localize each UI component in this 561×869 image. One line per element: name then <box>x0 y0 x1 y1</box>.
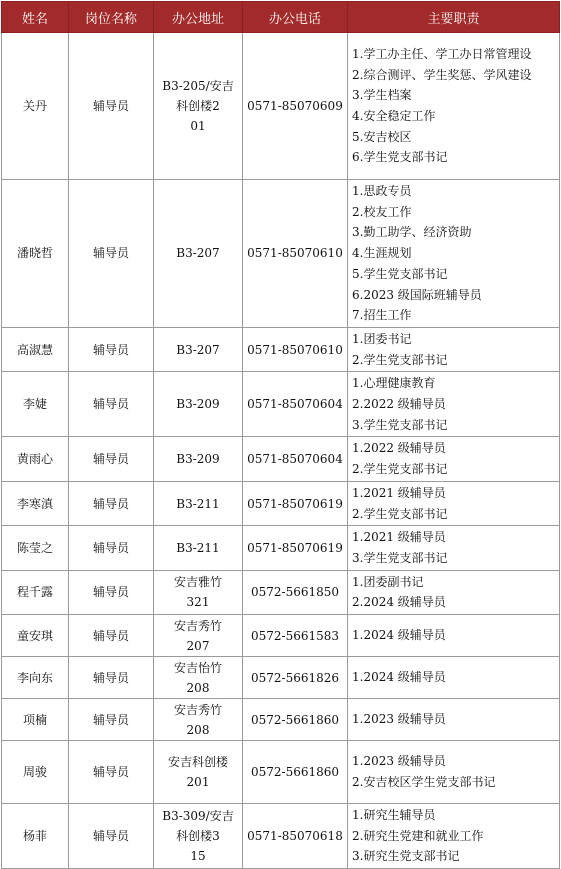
table-row <box>2 570 560 614</box>
staff-name: 童安琪 <box>2 615 69 657</box>
duties-cell <box>348 372 560 437</box>
office-phone: 0572-5661860 <box>243 699 348 741</box>
duties-cell <box>348 526 560 570</box>
duty-item: 1.2024 级辅导员 <box>352 670 446 685</box>
office-phone: 0571-85070609 <box>243 33 348 180</box>
office-phone: 0572-5661826 <box>243 657 348 699</box>
staff-name: 李寒滇 <box>2 481 69 525</box>
duty-item: 1.2021 级辅导员 <box>352 530 446 545</box>
duties-cell <box>348 615 560 657</box>
duties-cell <box>348 657 560 699</box>
duties-cell <box>348 33 560 180</box>
duties-cell <box>348 570 560 614</box>
duty-item: 1.心理健康教育 <box>352 376 436 391</box>
office-address: B3-309/安吉 科创楼3 15 <box>154 804 243 869</box>
duty-item: 2.安吉校区学生党支部书记 <box>352 775 496 790</box>
office-address: B3-211 <box>154 481 243 525</box>
header-name: 姓名 <box>2 2 69 33</box>
staff-position: 辅导员 <box>69 33 154 180</box>
office-phone: 0571-85070618 <box>243 804 348 869</box>
staff-name: 潘晓哲 <box>2 180 69 328</box>
duty-item: 2.2024 级辅导员 <box>352 595 446 610</box>
table-row <box>2 699 560 741</box>
duty-item: 4.生涯规划 <box>352 246 412 261</box>
duty-item: 4.安全稳定工作 <box>352 109 436 123</box>
staff-position: 辅导员 <box>69 437 154 481</box>
duty-item: 3.学生党支部书记 <box>352 417 448 432</box>
duty-item: 5.安吉校区 <box>352 129 412 144</box>
duty-item: 1.研究生辅导员 <box>352 808 436 823</box>
staff-name: 陈莹之 <box>2 526 69 570</box>
duty-item: 3.学生档案 <box>352 88 412 103</box>
office-phone: 0572-5661860 <box>243 741 348 804</box>
office-address: B3-207 <box>154 327 243 371</box>
header-row <box>2 2 560 33</box>
office-phone: 0572-5661583 <box>243 615 348 657</box>
duty-item: 2.校友工作 <box>352 204 412 219</box>
staff-name: 黄雨心 <box>2 437 69 481</box>
staff-name: 项楠 <box>2 699 69 741</box>
duty-item: 2.研究生党建和就业工作 <box>352 828 484 843</box>
table-row <box>2 481 560 525</box>
staff-position: 辅导员 <box>69 615 154 657</box>
duty-item: 1.2022 级辅导员 <box>352 441 446 456</box>
duty-item: 7.招生工作 <box>352 308 412 323</box>
office-phone: 0571-85070604 <box>243 372 348 437</box>
table-row <box>2 615 560 657</box>
header-duties: 主要职责 <box>348 2 560 33</box>
table-row <box>2 327 560 371</box>
staff-name: 周骏 <box>2 741 69 804</box>
duty-item: 1.思政专员 <box>352 184 412 198</box>
office-address: 安吉秀竹 207 <box>154 615 243 657</box>
duty-item: 5.学生党支部书记 <box>352 266 448 281</box>
duties-cell <box>348 699 560 741</box>
office-phone: 0571-85070619 <box>243 481 348 525</box>
staff-position: 辅导员 <box>69 570 154 614</box>
header-address: 办公地址 <box>154 2 243 33</box>
staff-name: 李婕 <box>2 372 69 437</box>
duty-item: 1.学工办主任、学工办日常管理设 <box>352 46 532 61</box>
duty-item: 2.学生党支部书记 <box>352 506 448 521</box>
duty-item: 1.2023 级辅导员 <box>352 712 446 727</box>
table-row <box>2 33 560 180</box>
staff-name: 李向东 <box>2 657 69 699</box>
table-row <box>2 372 560 437</box>
duty-item: 1.团委副书记 <box>352 574 424 589</box>
staff-position: 辅导员 <box>69 526 154 570</box>
table-row <box>2 526 560 570</box>
table-row <box>2 180 560 328</box>
staff-position: 辅导员 <box>69 699 154 741</box>
office-phone: 0571-85070610 <box>243 327 348 371</box>
duty-item: 1.2021 级辅导员 <box>352 485 446 500</box>
office-address: B3-209 <box>154 372 243 437</box>
duty-item: 1.团委书记 <box>352 331 412 346</box>
duties-cell <box>348 741 560 804</box>
staff-name: 程千露 <box>2 570 69 614</box>
office-phone: 0571-85070610 <box>243 180 348 328</box>
staff-position: 辅导员 <box>69 372 154 437</box>
office-phone: 0572-5661850 <box>243 570 348 614</box>
table-body <box>2 33 560 869</box>
duty-item: 2.学生党支部书记 <box>352 462 448 477</box>
staff-table <box>1 1 560 869</box>
header-position: 岗位名称 <box>69 2 154 33</box>
staff-position: 辅导员 <box>69 481 154 525</box>
office-phone: 0571-85070619 <box>243 526 348 570</box>
duties-cell <box>348 437 560 481</box>
staff-position: 辅导员 <box>69 741 154 804</box>
office-address: 安吉雅竹 321 <box>154 570 243 614</box>
office-address: 安吉秀竹 208 <box>154 699 243 741</box>
office-address: B3-205/安吉 科创楼2 01 <box>154 33 243 180</box>
duty-item: 3.学生党支部书记 <box>352 550 448 565</box>
duty-item: 3.勤工助学、经济资助 <box>352 225 472 240</box>
duty-item: 1.2023 级辅导员 <box>352 754 446 769</box>
duty-item: 2.2022 级辅导员 <box>352 397 446 412</box>
duty-item: 2.综合测评、学生奖惩、学风建设 <box>352 67 532 82</box>
duty-item: 3.研究生党支部书记 <box>352 849 460 864</box>
duties-cell <box>348 327 560 371</box>
duty-item: 6.2023 级国际班辅导员 <box>352 287 482 302</box>
staff-position: 辅导员 <box>69 804 154 869</box>
staff-name: 杨菲 <box>2 804 69 869</box>
staff-position: 辅导员 <box>69 657 154 699</box>
office-address: B3-207 <box>154 180 243 328</box>
table-row <box>2 437 560 481</box>
office-phone: 0571-85070604 <box>243 437 348 481</box>
staff-name: 高淑慧 <box>2 327 69 371</box>
duty-item: 1.2024 级辅导员 <box>352 628 446 643</box>
table-row <box>2 741 560 804</box>
duty-item: 2.学生党支部书记 <box>352 352 448 367</box>
header-phone: 办公电话 <box>243 2 348 33</box>
office-address: B3-211 <box>154 526 243 570</box>
duty-item: 6.学生党支部书记 <box>352 150 448 165</box>
office-address: 安吉怡竹 208 <box>154 657 243 699</box>
duties-cell <box>348 481 560 525</box>
office-address: B3-209 <box>154 437 243 481</box>
staff-position: 辅导员 <box>69 327 154 371</box>
duties-cell <box>348 180 560 328</box>
staff-position: 辅导员 <box>69 180 154 328</box>
table-row <box>2 657 560 699</box>
staff-name: 关丹 <box>2 33 69 180</box>
office-address: 安吉科创楼 201 <box>154 741 243 804</box>
